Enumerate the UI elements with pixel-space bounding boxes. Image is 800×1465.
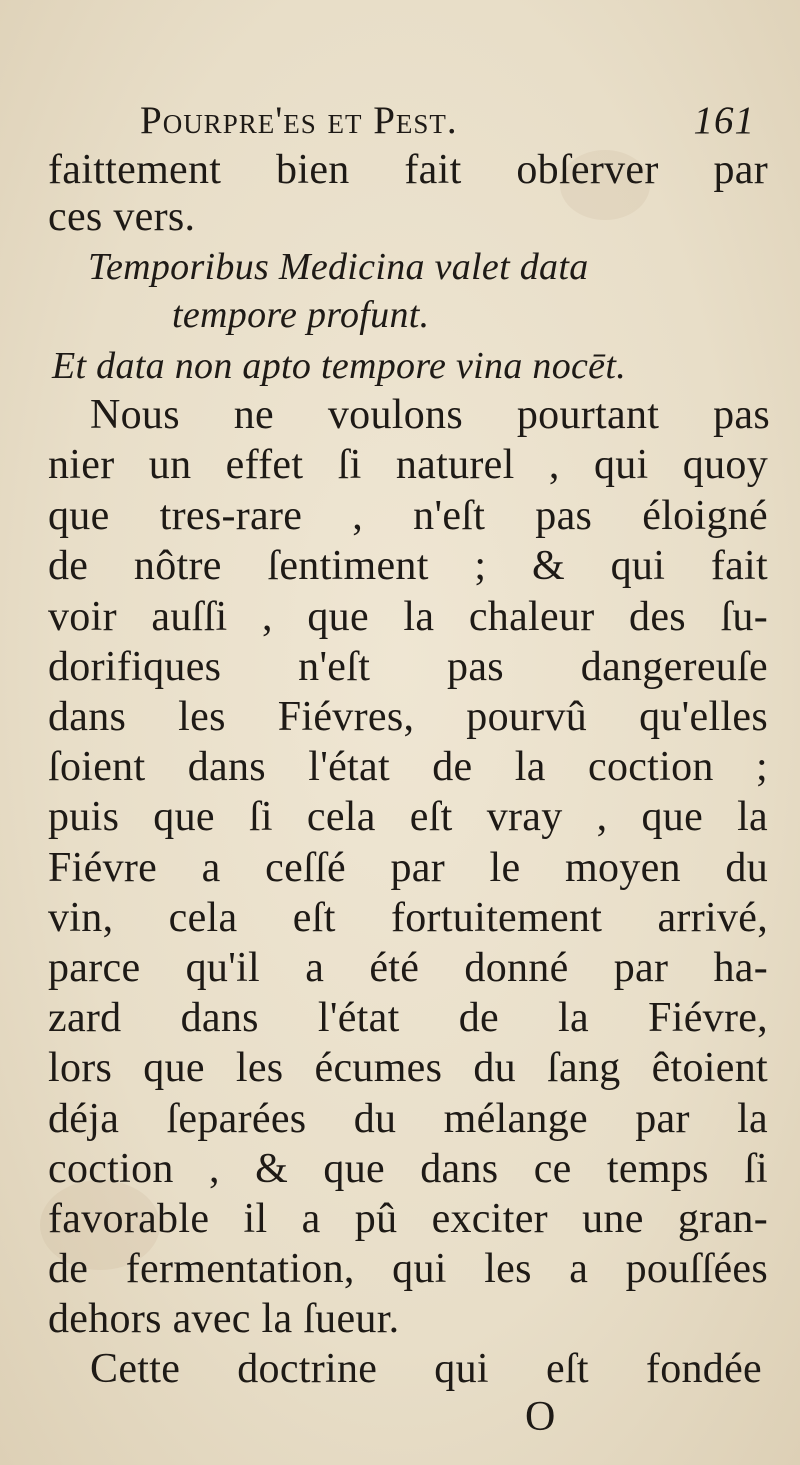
text-line: déja ſeparées du mélange par la (48, 1096, 768, 1142)
verse-line: Temporibus Medicina valet data (88, 246, 589, 288)
text-line: Fiévre a ceſſé par le moyen du (48, 845, 768, 891)
text-line: Cette doctrine qui eſt fondée (90, 1346, 762, 1392)
text-line: que tres-rare , n'eſt pas éloigné (48, 493, 768, 539)
page-header (140, 98, 755, 148)
text-line: dehors avec la ſueur. (48, 1296, 400, 1342)
text-line: dorifiques n'eſt pas dangereuſe (48, 644, 768, 690)
text-line: parce qu'il a été donné par ha- (48, 945, 768, 991)
running-title: Pourpre'es et Pest. (140, 99, 458, 142)
text-line: de fermentation, qui les a pouſſées (48, 1246, 768, 1292)
text-line: faittement bien fait obſerver par (48, 147, 768, 193)
text-line: favorable il a pû exciter une gran- (48, 1196, 768, 1242)
page-number: 161 (693, 99, 755, 142)
text-line: ces vers. (48, 194, 196, 240)
text-line: nier un effet ſi naturel , qui quoy (48, 442, 768, 488)
text-line: vin, cela eſt fortuitement arrivé, (48, 895, 768, 941)
catchword: O (525, 1394, 556, 1440)
text-line: ſoient dans l'état de la coction ; (48, 744, 768, 790)
text-line: voir auſſi , que la chaleur des ſu- (48, 594, 768, 640)
text-line: coction , & que dans ce temps ſi (48, 1146, 768, 1192)
text-line: lors que les écumes du ſang êtoient (48, 1045, 768, 1091)
text-line: Nous ne voulons pourtant pas (90, 392, 770, 438)
text-line: de nôtre ſentiment ; & qui fait (48, 543, 768, 589)
text-line: dans les Fiévres, pourvû qu'elles (48, 694, 768, 740)
text-line: zard dans l'état de la Fiévre, (48, 995, 768, 1041)
text-line: puis que ſi cela eſt vray , que la (48, 794, 768, 840)
verse-line: Et data non apto tempore vina nocēt. (52, 345, 627, 387)
verse-line: tempore profunt. (172, 294, 430, 336)
